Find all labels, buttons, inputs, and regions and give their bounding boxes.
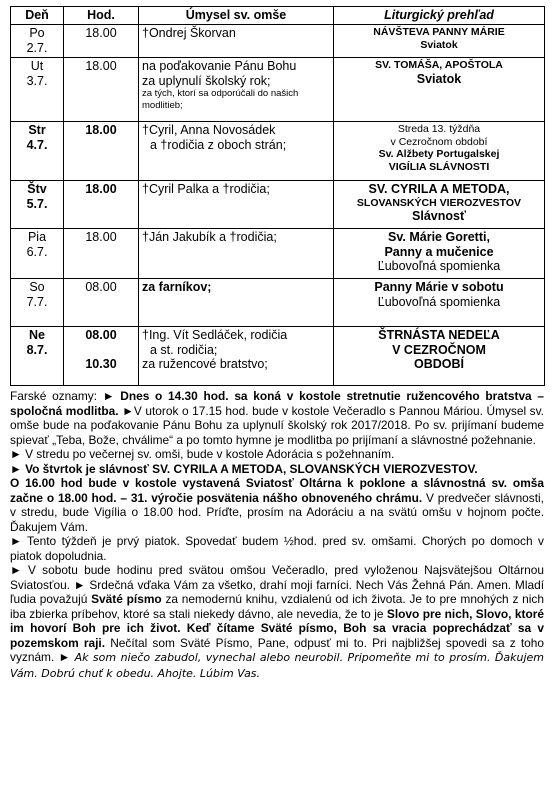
intent-cell [139,181,334,229]
hour-cell [64,58,139,122]
announcement-closing: Ak som niečo zabudol, vynechal alebo neurobil. Pripomeňte mi to prosím. Ďakujem Vám. Dobrú chuť k obedu. Ahojte. Lúbim Vas. [10,651,544,680]
hour-value: 08.00 [85,280,117,294]
liturgy-line: Sviatok [420,38,458,51]
liturgy-line: SLOVANSKÝCH VIEROZVESTOV [356,196,522,209]
intent-line: †Cyril, Anna Novosádek [142,123,276,137]
table-row [11,327,545,386]
hour-cell [64,181,139,229]
day-date: 4.7. [26,137,48,152]
hour-cell [64,279,139,327]
day-cell [11,327,64,386]
intent-cell [139,327,334,386]
liturgy-line: Slávnosť [412,209,466,224]
header-day: Deň [11,7,64,25]
liturgy-line: OBDOBÍ [414,357,464,372]
table-row [11,122,545,181]
table-row [11,25,545,58]
mass-schedule-table [10,6,545,386]
intent-cell [139,279,334,327]
liturgy-cell [334,181,545,229]
liturgy-cell [334,25,545,58]
hour-value: 18.00 [85,230,117,244]
day-name: Str [28,123,46,137]
liturgy-line: Ľubovoľná spomienka [377,294,501,309]
intent-line: †Ing. Vít Sedláček, rodičia [142,328,288,342]
table-row [11,279,545,327]
hour-cell [64,25,139,58]
announcement-text: ►V utorok o 17.15 hod. bude v kostole Večeradlo s Pannou Máriou. Úmysel sv. omše bude na poďakovanie Pánu Bohu za uplynulí školský rok 2017/2018. Po sv. prijímaní budeme spievať „Teba, Bože, chválime“ a po tomto hymne je modlitba po prijímaní a slávnostné požehnanie. [10,403,544,447]
hour-value: 08.00 [85,328,117,342]
day-date: 7.7. [26,294,48,309]
hour-value: 10.30 [85,356,117,371]
table-header-row [11,7,545,25]
liturgy-line: Panny Márie v sobotu [374,280,504,294]
announcement-paragraph: ► V stredu po večernej sv. omši, bude v kostole Adorácia s požehnaním. [10,447,395,461]
day-cell [11,25,64,58]
intent-cell [139,25,334,58]
day-date: 3.7. [26,73,48,88]
day-name: Pia [27,230,47,244]
day-name: Ne [29,328,45,342]
announcement-paragraph: ► Tento týždeň je prvý piatok. Spovedať budem ½hod. pred sv. omšami. Chorých po domoch v piatok dopoludnia. [10,534,544,563]
intent-cell [139,58,334,122]
announcement-paragraph [10,389,544,447]
liturgy-cell [334,58,545,122]
hour-value: 18.00 [85,182,117,196]
parish-announcements [10,389,544,681]
liturgy-line: Sviatok [416,71,462,86]
announcement-bold: Slovo pre nich, Slovo, ktoré im hovorí Boh pre ich život. Keď čítame Sväté písmo, Boh sa vracia poprechádzať sa v pozemskom raji. [10,606,544,650]
intent-cell [139,122,334,181]
intent-line: a †rodičia z oboch strán; [150,137,287,152]
announcement-bold: Sväté písmo [91,592,162,606]
hour-value: 18.00 [85,26,117,40]
intent-line: †Ondrej Škorvan [142,26,236,40]
intent-line: za ružencové bratstvo; [142,357,268,372]
hour-cell [64,327,139,386]
announcement-lead: Farské oznamy: ► [10,389,121,403]
table-row [11,58,545,122]
liturgy-line: SV. CYRILA A METODA, [368,182,510,196]
liturgy-line: V CEZROČNOM [392,342,486,357]
announcement-text: V predvečer slávnosti, v stredu, bude Vigília o 18.00 hod. Príďte, prosím na Adoráciu a na svätú omšu v hojnom počte. Ďakujem Vám. [10,490,544,534]
liturgy-cell [334,279,545,327]
day-cell [11,181,64,229]
header-liturgy: Liturgický prehľad [334,7,545,25]
day-name: Štv [27,182,47,196]
liturgy-cell [334,327,545,386]
liturgy-line: NÁVŠTEVA PANNY MÁRIE [373,26,505,38]
liturgy-line: Panny a mučenice [384,244,494,259]
intent-note: za tých, ktorí sa odporúčali do našich modlitieb; [142,88,299,111]
day-name: Ut [30,59,44,73]
table-row [11,181,545,229]
intent-line: a st. rodičia; [150,342,218,357]
liturgy-line: Ľubovoľná spomienka [377,259,501,274]
table-row [11,229,545,279]
announcement-paragraph [10,476,544,534]
liturgy-cell [334,122,545,181]
announcement-bold: Dnes o 14.30 hod. sa koná v kostole stretnutie ružencového bratstva – spoločná modlitba. [10,389,545,418]
liturgy-line: ŠTRNÁSTA NEDEĽA [378,328,500,342]
hour-value: 18.00 [85,123,117,137]
hour-cell [64,229,139,279]
liturgy-line: SV. TOMÁŠA, APOŠTOLA [375,59,503,71]
intent-line: †Ján Jakubík a †rodičia; [142,230,277,244]
announcement-text: za nemodernú knihu, vzdialenú od ich života. Je to pre mnohých z nich iba zbierka príbehov, ktoré sa stali niekedy dávno, ale nevedia, že to je [10,592,544,621]
day-cell [11,279,64,327]
day-cell [11,229,64,279]
announcement-paragraph: ► Vo štvrtok je slávnosť SV. CYRILA A METODA, SLOVANSKÝCH VIEROZVESTOV. [10,461,478,476]
hour-cell [64,122,139,181]
header-intent: Úmysel sv. omše [139,7,334,25]
liturgy-line: Streda 13. týždňa [397,123,481,135]
liturgy-line: VIGÍLIA SLÁVNOSTI [388,160,490,173]
liturgy-line: Sv. Alžbety Portugalskej [378,148,500,161]
intent-line: na poďakovanie Pánu Bohu [142,59,297,73]
intent-cell [139,229,334,279]
day-date: 8.7. [26,342,48,357]
announcement-paragraph [10,563,544,681]
day-cell [11,122,64,181]
liturgy-line: Sv. Márie Goretti, [388,230,490,244]
intent-line: †Cyril Palka a †rodičia; [142,182,270,196]
day-date: 2.7. [26,40,48,55]
intent-line: za farníkov; [142,280,212,294]
day-date: 6.7. [26,244,48,259]
header-hour: Hod. [64,7,139,25]
day-cell [11,58,64,122]
day-name: Po [29,26,45,40]
hour-value: 18.00 [85,59,117,73]
day-name: So [29,280,45,294]
announcement-text: Nečítal som Sväté Písmo, Pane, odpusť mi to. Pri najbližšej spovedi sa z toho vyznám. ► [10,635,544,664]
announcement-text: ► V sobotu bude hodinu pred svätou omšou Večeradlo, pred vyloženou Najsvätejšou Oltárnou Sviatosťou. ► Srdečná vďaka Vám za všetko, drahí moji farníci. Nech Vás Žehná Pán. Amen. Mladí ľudia považujú [10,563,544,606]
announcement-bold: O 16.00 hod bude v kostole vystavená Sviatosť Oltárna k poklone a slávnostná sv. omša začne o 18.00 hod. – 31. výročie posvätenia nášho obnoveného chrámu. [10,476,544,505]
day-date: 5.7. [26,196,48,211]
liturgy-cell [334,229,545,279]
liturgy-line: v Cezročnom období [390,135,488,148]
intent-line: za uplynulí školský rok; [142,73,271,88]
